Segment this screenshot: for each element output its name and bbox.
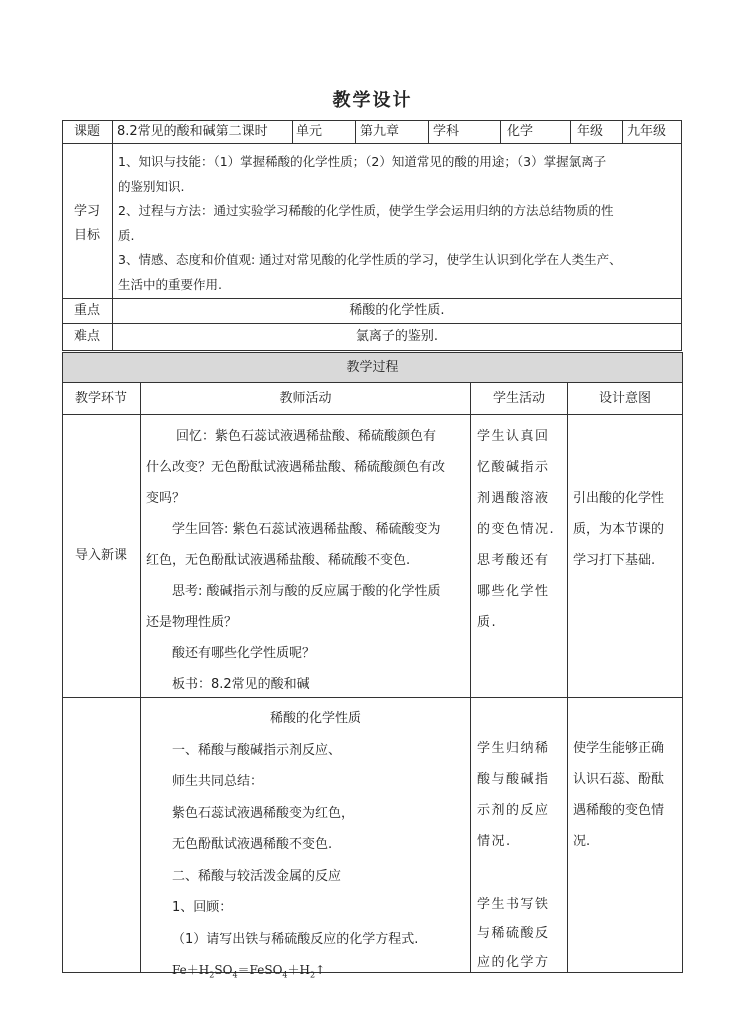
key-point-label: 重点 xyxy=(73,303,100,318)
key-point-value: 稀酸的化学性质. xyxy=(349,303,445,318)
course-label: 课题 xyxy=(73,123,100,139)
intent-line: 况. xyxy=(573,834,591,849)
student-line: 质. xyxy=(477,615,498,630)
student-line: 应的化学方 xyxy=(477,955,550,970)
intent-line: 使学生能够正确 xyxy=(573,741,665,756)
unit-label: 单元 xyxy=(296,124,323,139)
difficulty-label: 难点 xyxy=(73,329,100,344)
student-line: 思考酸还有 xyxy=(477,553,550,568)
teacher-line: 变吗？ xyxy=(146,491,186,506)
grade-label: 年级 xyxy=(577,124,604,139)
unit-value: 第九章 xyxy=(360,124,400,139)
objective-line: 的鉴别知识. xyxy=(118,178,185,194)
difficulty-value: 氯离子的鉴别. xyxy=(355,329,439,344)
intent-line: 遇稀酸的变色情 xyxy=(573,803,665,818)
row2-student-activity-b xyxy=(477,890,565,977)
student-line: 情况. xyxy=(477,834,512,849)
row1-teacher-activity xyxy=(146,421,468,700)
column-header-stage: 教学环节 xyxy=(74,390,127,406)
row2-teacher-activity xyxy=(146,703,468,991)
column-header-intent: 设计意图 xyxy=(598,390,651,406)
section-heading: 稀酸的化学性质 xyxy=(270,711,362,726)
process-title: 教学过程 xyxy=(346,359,399,375)
teacher-line: 紫色石蕊试液遇稀酸变为红色， xyxy=(172,805,355,821)
intent-line: 认识石蕊、酚酞 xyxy=(573,772,665,787)
course-value: 8.2常见的酸和碱第二课时 xyxy=(117,124,268,139)
teacher-line: 学生回答: 紫色石蕊试液遇稀盐酸、稀硫酸变为 xyxy=(172,522,441,537)
row2-design-intent xyxy=(573,733,681,857)
teacher-line: 师生共同总结： xyxy=(172,774,264,789)
teacher-line: 无色酚酞试液遇稀酸不变色. xyxy=(172,837,333,852)
teacher-line: 一、稀酸与酸碱指示剂反应、 xyxy=(172,742,342,758)
teacher-line: 1、回顾： xyxy=(172,900,233,915)
intent-line: 引出酸的化学性 xyxy=(573,491,665,506)
objective-line: 3、情感、态度和价值观: 通过对常见酸的化学性质的学习，使学生认识到化学在人类生产、 xyxy=(118,252,622,267)
teacher-line: 板书：8.2常见的酸和碱 xyxy=(172,677,310,692)
student-line: 酸与酸碱指 xyxy=(477,772,550,787)
student-line: 哪些化学性 xyxy=(477,584,550,599)
student-line: 与稀硫酸反 xyxy=(477,926,550,941)
grade-value: 九年级 xyxy=(627,124,667,139)
subject-label: 学科 xyxy=(433,124,460,139)
student-line: 学生书写铁 xyxy=(477,897,550,912)
subject-value: 化学 xyxy=(507,124,534,139)
equation-text: $Fe+H_2SO_4=FeSO_4+H_2↑$ xyxy=(172,963,326,980)
objectives-label-line2: 目标 xyxy=(73,228,100,243)
intent-line: 学习打下基础. xyxy=(573,553,656,568)
row1-student-activity xyxy=(477,421,565,638)
teacher-line: （1）请写出铁与稀硫酸反应的化学方程式. xyxy=(172,931,419,947)
teacher-line: 思考: 酸碱指示剂与酸的反应属于酸的化学性质 xyxy=(172,584,441,599)
intent-line: 质，为本节课的 xyxy=(573,522,665,537)
row1-design-intent xyxy=(573,483,681,576)
teacher-line: 二、稀酸与较活泼金属的反应 xyxy=(172,868,342,884)
teacher-line: 酸还有哪些化学性质呢？ xyxy=(172,646,316,661)
objectives-label-line1: 学习 xyxy=(73,204,100,219)
teacher-line: 回忆：紫色石蕊试液遇稀盐酸、稀硫酸颜色有 xyxy=(176,429,437,444)
column-header-teacher: 教师活动 xyxy=(279,390,332,406)
objective-line: 生活中的重要作用. xyxy=(118,276,222,292)
chemical-equation xyxy=(146,955,468,991)
student-line: 忆酸碱指示 xyxy=(477,460,550,475)
row1-stage: 导入新课 xyxy=(74,548,127,563)
objectives-label xyxy=(62,200,112,248)
student-line: 学生归纳稀 xyxy=(477,741,550,756)
document-title: 教学设计 xyxy=(332,90,413,111)
student-line: 剂遇酸溶液 xyxy=(477,491,550,506)
teacher-line: 什么改变？无色酚酞试液遇稀盐酸、稀硫酸颜色有改 xyxy=(146,460,446,475)
objectives-text xyxy=(118,150,680,297)
student-line: 的变色情况. xyxy=(477,522,556,537)
teacher-line: 红色，无色酚酞试液遇稀盐酸、稀硫酸不变色. xyxy=(146,553,411,568)
objective-line: 2、过程与方法：通过实验学习稀酸的化学性质，使学生学会运用归纳的方法总结物质的性 xyxy=(118,203,614,218)
row2-student-activity-a xyxy=(477,733,565,857)
student-line: 示剂的反应 xyxy=(477,803,550,818)
objective-line: 1、知识与技能：（1）掌握稀酸的化学性质；（2）知道常见的酸的用途；（3）掌握氯离子 xyxy=(118,154,607,169)
objective-line: 质. xyxy=(118,227,135,243)
teacher-line: 还是物理性质？ xyxy=(146,615,238,630)
student-line: 学生认真回 xyxy=(477,429,550,444)
column-header-student: 学生活动 xyxy=(492,390,545,406)
